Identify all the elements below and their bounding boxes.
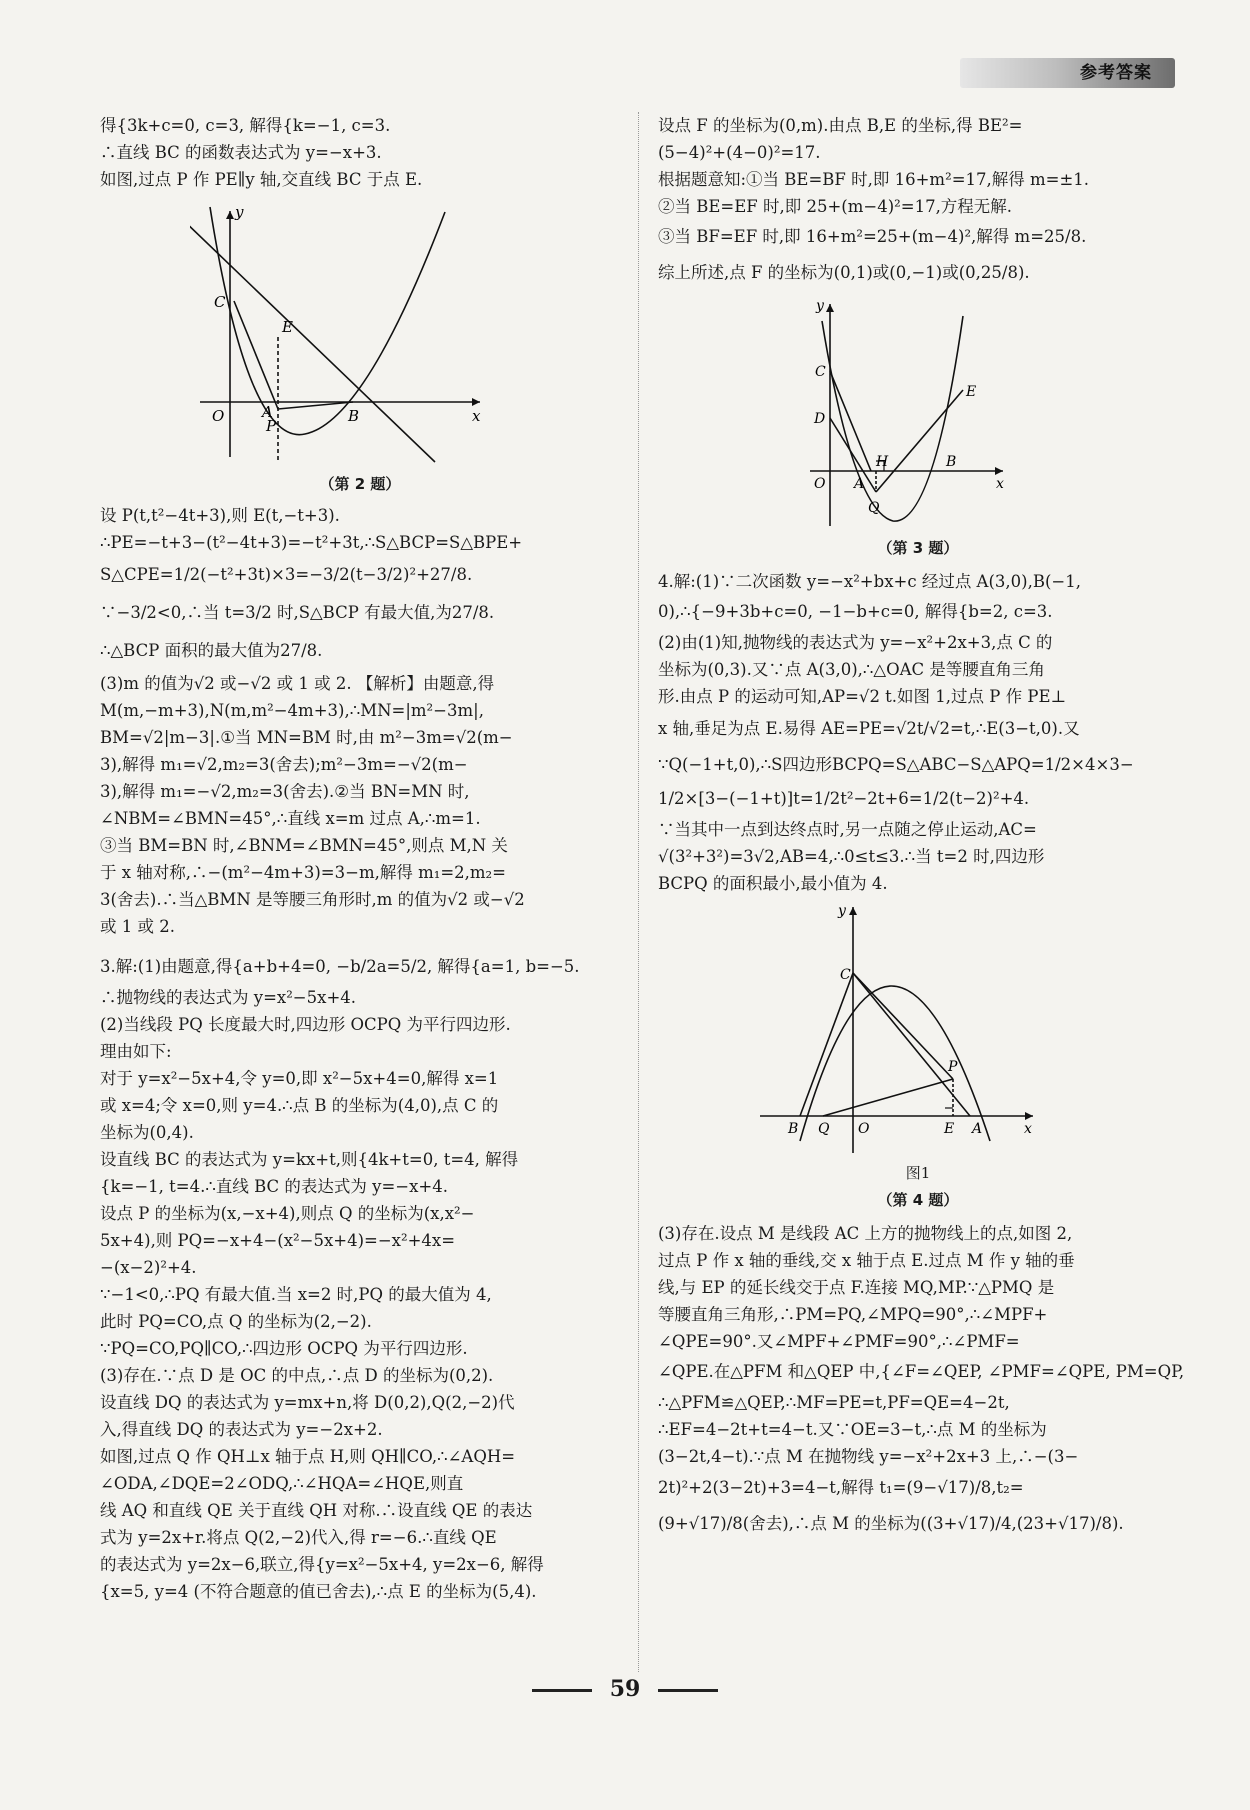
right-column xyxy=(658,112,1185,1542)
line-qe xyxy=(876,390,963,492)
text-line: BM=√2|m−3|.①当 MN=BM 时,由 m²−3m=√2(m− xyxy=(100,728,513,747)
text-line: ③当 BF=EF 时,即 16+m²=25+(m−4)²,解得 m=25/8. xyxy=(658,227,1087,246)
text-line: ∠NBM=∠BMN=45°,∴直线 x=m 过点 A,∴m=1. xyxy=(100,809,481,828)
text-line: 如图,过点 P 作 PE∥y 轴,交直线 BC 于点 E. xyxy=(100,170,423,189)
text-line: 或 x=4;令 x=0,则 y=4.∴点 B 的坐标为(4,0),点 C 的 xyxy=(100,1096,499,1115)
line-pb xyxy=(278,402,353,409)
page-number: 59 xyxy=(609,1676,641,1702)
fig3-label-q: Q xyxy=(868,500,880,516)
text-line: ③当 BM=BN 时,∠BNM=∠BMN=45°,则点 M,N 关 xyxy=(100,836,508,855)
fig2-label-p: P xyxy=(266,417,277,435)
fig4-label-y: y xyxy=(838,903,846,919)
text-line: (3)存在.∵点 D 是 OC 的中点,∴点 D 的坐标为(0,2). xyxy=(100,1366,494,1385)
figure-q4 xyxy=(658,901,1178,1214)
parabola-curve xyxy=(210,207,445,435)
fig2-label-o: O xyxy=(212,407,225,425)
text-line: M(m,−m+3),N(m,m²−4m+3),∴MN=|m²−3m|, xyxy=(100,701,484,720)
text-line: BCPQ 的面积最小,最小值为 4. xyxy=(658,874,888,893)
fig3-label-d: D xyxy=(814,411,826,427)
text-line: −(x−2)²+4. xyxy=(100,1258,197,1277)
text-line: 此时 PQ=CO,点 Q 的坐标为(2,−2). xyxy=(100,1312,372,1331)
text-line: 如图,过点 Q 作 QH⊥x 轴于点 H,则 QH∥CO,∴∠AQH= xyxy=(100,1447,516,1466)
text-line: {k=−1, t=4.∴直线 BC 的表达式为 y=−x+4. xyxy=(100,1177,448,1196)
text-line: 入,得直线 DQ 的表达式为 y=−2x+2. xyxy=(100,1420,383,1439)
text-line: ∵−1<0,∴PQ 有最大值.当 x=2 时,PQ 的最大值为 4, xyxy=(100,1285,492,1304)
fig4-label-b: B xyxy=(788,1121,799,1137)
text-line: 的表达式为 y=2x−6,联立,得{y=x²−5x+4, y=2x−6, 解得 xyxy=(100,1555,544,1574)
text-line: 3.解:(1)由题意,得{a+b+4=0, −b/2a=5/2, 解得{a=1, b=−5. xyxy=(100,957,580,976)
text-line: 设点 F 的坐标为(0,m).由点 B,E 的坐标,得 BE²= xyxy=(658,116,1023,135)
footer-ornament-left xyxy=(532,1689,592,1692)
text-line: (5−4)²+(4−0)²=17. xyxy=(658,143,821,162)
text-line: 根据题意知:①当 BE=BF 时,即 16+m²=17,解得 m=±1. xyxy=(658,170,1090,189)
fig3-label-y: y xyxy=(816,298,824,314)
fig2-label-c: C xyxy=(214,293,226,311)
text-line: 0),∴{−9+3b+c=0, −1−b+c=0, 解得{b=2, c=3. xyxy=(658,602,1053,621)
text-line: 对于 y=x²−5x+4,令 y=0,即 x²−5x+4=0,解得 x=1 xyxy=(100,1069,499,1088)
text-line: 坐标为(0,3).又∵点 A(3,0),∴△OAC 是等腰直角三角 xyxy=(658,660,1045,679)
line-qp xyxy=(823,1079,953,1116)
left-column xyxy=(100,112,620,1605)
text-line: 综上所述,点 F 的坐标为(0,1)或(0,−1)或(0,25/8). xyxy=(658,263,1030,282)
text-line: 设点 P 的坐标为(x,−x+4),则点 Q 的坐标为(x,x²− xyxy=(100,1204,475,1223)
text-line: ∠ODA,∠DQE=2∠ODQ,∴∠HQA=∠HQE,则直 xyxy=(100,1474,464,1493)
text-line: 3),解得 m₁=√2,m₂=3(舍去);m²−3m=−√2(m− xyxy=(100,755,468,774)
fig2-label-x: x xyxy=(472,407,481,425)
text-line: ∴△BCP 面积的最大值为27/8. xyxy=(100,641,323,660)
line-ca xyxy=(830,371,871,471)
text-line: S△CPE=1/2(−t²+3t)×3=−3/2(t−3/2)²+27/8. xyxy=(100,565,473,584)
text-line: 5x+4),则 PQ=−x+4−(x²−5x+4)=−x²+4x= xyxy=(100,1231,456,1250)
text-line: 理由如下: xyxy=(100,1042,172,1061)
text-line: ∴直线 BC 的函数表达式为 y=−x+3. xyxy=(100,143,382,162)
text-line: (2)由(1)知,抛物线的表达式为 y=−x²+2x+3,点 C 的 xyxy=(658,633,1053,652)
text-line: √(3²+3²)=3√2,AB=4,∴0≤t≤3.∴当 t=2 时,四边形 xyxy=(658,847,1045,866)
fig4-label-c: C xyxy=(840,967,851,983)
parabola-curve xyxy=(822,316,963,521)
text-line: ∴PE=−t+3−(t²−4t+3)=−t²+3t,∴S△BCP=S△BPE+ xyxy=(100,533,523,552)
text-line: (2)当线段 PQ 长度最大时,四边形 OCPQ 为平行四边形. xyxy=(100,1015,511,1034)
text-line: 4.解:(1)∵二次函数 y=−x²+bx+c 经过点 A(3,0),B(−1, xyxy=(658,572,1081,591)
fig3-label-x: x xyxy=(996,476,1004,492)
text-line: 式为 y=2x+r.将点 Q(2,−2)代入,得 r=−6.∴直线 QE xyxy=(100,1528,497,1547)
figure-q3 xyxy=(658,296,1178,562)
text-line: 3(舍去).∴当△BMN 是等腰三角形时,m 的值为√2 或−√2 xyxy=(100,890,525,909)
text-line: ∵Q(−1+t,0),∴S四边形BCPQ=S△ABC−S△APQ=1/2×4×3− xyxy=(658,755,1134,774)
text-line: ∵当其中一点到达终点时,另一点随之停止运动,AC= xyxy=(658,820,1037,839)
text-line: ∵−3/2<0,∴当 t=3/2 时,S△BCP 有最大值,为27/8. xyxy=(100,603,495,622)
fig3-label-o: O xyxy=(814,476,826,492)
text-line: 2t)²+2(3−2t)+3=4−t,解得 t₁=(9−√17)/8,t₂= xyxy=(658,1478,1024,1497)
text-line: (3)存在.设点 M 是线段 AC 上方的抛物线上的点,如图 2, xyxy=(658,1224,1073,1243)
text-line: ∴EF=4−2t+t=4−t.又∵OE=3−t,∴点 M 的坐标为 xyxy=(658,1420,1047,1439)
fig2-label-b: B xyxy=(348,407,360,425)
fig4-label-q: Q xyxy=(818,1121,830,1137)
text-line: x 轴,垂足为点 E.易得 AE=PE=√2t/√2=t,∴E(3−t,0).又 xyxy=(658,719,1080,738)
text-line: (9+√17)/8(舍去),∴点 M 的坐标为((3+√17)/4,(23+√17)/8). xyxy=(658,1514,1124,1533)
fig3-label-a: A xyxy=(854,476,865,492)
fig4-label-a: A xyxy=(972,1121,983,1137)
text-line: 过点 P 作 x 轴的垂线,交 x 轴于点 E.过点 M 作 y 轴的垂 xyxy=(658,1251,1075,1270)
fig4-label-e: E xyxy=(944,1121,955,1137)
fig4-label-p: P xyxy=(948,1059,958,1075)
parabola-curve xyxy=(800,986,990,1141)
text-line: 线 AQ 和直线 QE 关于直线 QH 对称.∴设直线 QE 的表达 xyxy=(100,1501,533,1520)
fig3-label-c: C xyxy=(815,364,826,380)
text-line: 设 P(t,t²−4t+3),则 E(t,−t+3). xyxy=(100,506,340,525)
text-line: ∴△PFM≌△QEP,∴MF=PE=t,PF=QE=4−2t, xyxy=(658,1393,1010,1412)
figure-caption: （第 4 题） xyxy=(877,1191,959,1209)
figure-sublabel: 图1 xyxy=(905,1164,931,1182)
text-line: ∠QPE.在△PFM 和△QEP 中,{∠F=∠QEP, ∠PMF=∠QPE, PM=QP, xyxy=(658,1362,1185,1381)
figure-q2 xyxy=(100,197,620,498)
line-bc xyxy=(800,973,853,1116)
line-bc xyxy=(190,217,435,462)
text-line: 线,与 EP 的延长线交于点 F.连接 MQ,MP.∵△PMQ 是 xyxy=(658,1278,1055,1297)
text-line: 1/2×[3−(−1+t)]t=1/2t²−2t+6=1/2(t−2)²+4. xyxy=(658,789,1030,808)
fig3-label-e: E xyxy=(966,384,977,400)
header-title: 参考答案 xyxy=(1080,63,1152,83)
text-line: {x=5, y=4 (不符合题意的值已舍去),∴点 E 的坐标为(5,4). xyxy=(100,1582,537,1601)
text-line: 设直线 BC 的表达式为 y=kx+t,则{4k+t=0, t=4, 解得 xyxy=(100,1150,519,1169)
text-line: (3−2t,4−t).∵点 M 在抛物线 y=−x²+2x+3 上,∴−(3− xyxy=(658,1447,1079,1466)
fig2-label-e: E xyxy=(282,318,293,336)
fig4-label-o: O xyxy=(858,1121,870,1137)
fig4-label-x: x xyxy=(1024,1121,1032,1137)
figure-caption: （第 2 题） xyxy=(319,475,401,493)
text-line: 形.由点 P 的运动可知,AP=√2 t.如图 1,过点 P 作 PE⊥ xyxy=(658,687,1067,706)
text-line: 或 1 或 2. xyxy=(100,917,175,936)
text-line: ∴抛物线的表达式为 y=x²−5x+4. xyxy=(100,988,357,1007)
text-line: ∠QPE=90°.又∠MPF+∠PMF=90°,∴∠PMF= xyxy=(658,1332,1020,1351)
column-divider xyxy=(638,112,639,1672)
text-line: ∵PQ=CO,PQ∥CO,∴四边形 OCPQ 为平行四边形. xyxy=(100,1339,468,1358)
text-line: 3),解得 m₁=−√2,m₂=3(舍去).②当 BN=MN 时, xyxy=(100,782,470,801)
text-line: 得{3k+c=0, c=3, 解得{k=−1, c=3. xyxy=(100,116,391,135)
text-line: 设直线 DQ 的表达式为 y=mx+n,将 D(0,2),Q(2,−2)代 xyxy=(100,1393,515,1412)
footer-ornament-right xyxy=(658,1689,718,1692)
page-footer xyxy=(0,1676,1250,1702)
fig2-label-a: A xyxy=(262,403,273,421)
text-line: 于 x 轴对称,∴−(m²−4m+3)=3−m,解得 m₁=2,m₂= xyxy=(100,863,506,882)
fig3-label-b: B xyxy=(946,454,957,470)
fig2-label-y: y xyxy=(235,203,244,221)
text-line: ②当 BE=EF 时,即 25+(m−4)²=17,方程无解. xyxy=(658,197,1013,216)
text-line: (3)m 的值为√2 或−√2 或 1 或 2. 【解析】由题意,得 xyxy=(100,674,495,693)
figure-caption: （第 3 题） xyxy=(877,539,959,557)
text-line: 等腰直角三角形,∴PM=PQ,∠MPQ=90°,∴∠MPF+ xyxy=(658,1305,1048,1324)
fig3-label-h: H xyxy=(876,454,889,470)
text-line: 坐标为(0,4). xyxy=(100,1123,194,1142)
